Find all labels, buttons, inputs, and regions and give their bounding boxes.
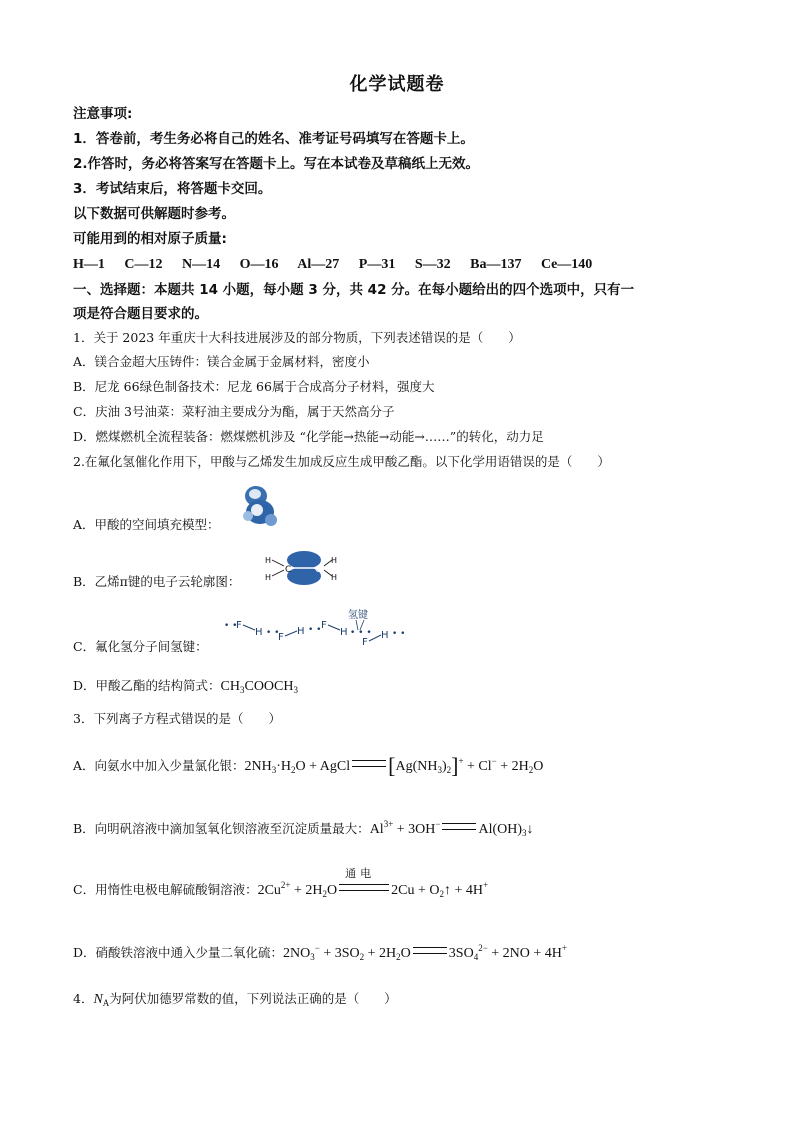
svg-text:H: H bbox=[297, 626, 305, 637]
q1-option-c: C．庆油 3号油菜：菜籽油主要成分为酯，属于天然高分子 bbox=[73, 404, 395, 419]
q3-stem: 3．下列离子方程式错误的是（ ） bbox=[73, 711, 281, 726]
q3-c-equation: $2Cu^{2+} + 2H_2O$ 通电 $2Cu + O_2↑ + 4H^+$ bbox=[257, 867, 489, 899]
notice-item-1: 1．答卷前，考生务必将自己的姓名、准考证号码填写在答题卡上。 bbox=[73, 131, 474, 147]
section-heading-1: 一、选择题：本题共 14 小题，每小题 3 分，共 42 分。在每小题给出的四个选项中，只有一 bbox=[73, 282, 635, 298]
atomic-masses bbox=[73, 256, 606, 274]
q4-number: 4． bbox=[73, 991, 94, 1006]
svg-text:• •: • • bbox=[308, 625, 322, 635]
svg-text:• • •: • • • bbox=[350, 628, 372, 638]
mass-al: Al—27 bbox=[297, 257, 340, 272]
q3-d-equation: $2NO_3^- + 3SO_2 + 2H_2O$ $3SO_4^{2-} + 2NO + 4H^+$ bbox=[283, 943, 567, 962]
page-title: 化学试题卷 bbox=[349, 74, 445, 95]
mass-n: N—14 bbox=[182, 257, 221, 272]
mass-h: H—1 bbox=[73, 257, 105, 272]
svg-text:H: H bbox=[381, 630, 389, 641]
mass-p: P—31 bbox=[358, 257, 396, 272]
mass-heading: 可能用到的相对原子质量: bbox=[73, 231, 227, 247]
q3-option-a bbox=[73, 752, 543, 779]
q3-a-prefix: A．向氨水中加入少量氯化银： bbox=[73, 758, 245, 773]
hf-hydrogen-bond-icon bbox=[222, 608, 412, 652]
q2-option-a: A．甲酸的空间填充模型： bbox=[73, 517, 220, 532]
q1-option-b: B．尼龙 66绿色制备技术：尼龙 66属于合成高分子材料，强度大 bbox=[73, 379, 435, 394]
q2-option-d bbox=[73, 677, 298, 699]
q3-option-c bbox=[73, 867, 489, 903]
svg-text:F: F bbox=[278, 632, 284, 643]
q3-b-equation: $Al^{3+} + 3OH^-$ $Al(OH)_3↓$ bbox=[369, 819, 534, 838]
svg-text:H: H bbox=[265, 573, 272, 582]
notice-heading: 注意事项: bbox=[73, 106, 133, 122]
q3-d-prefix: D．硝酸铁溶液中通入少量二氧化硫： bbox=[73, 945, 284, 960]
mass-s: S—32 bbox=[414, 257, 451, 272]
hbond-label: 氢键 bbox=[348, 610, 368, 621]
svg-text:F: F bbox=[321, 620, 327, 631]
svg-text:F: F bbox=[362, 637, 368, 648]
mass-ba: Ba—137 bbox=[470, 257, 522, 272]
svg-text:C: C bbox=[285, 565, 292, 575]
svg-text:H: H bbox=[331, 556, 338, 565]
notice-item-2: 2.作答时，务必将答案写在答题卡上。写在本试卷及草稿纸上无效。 bbox=[73, 156, 480, 172]
avogadro-symbol: $N_A$ bbox=[93, 992, 110, 1008]
ethylene-pi-bond-icon bbox=[262, 550, 342, 586]
q1-option-d: D．燃煤燃机全流程装备：燃煤燃机涉及 “化学能→热能→动能→……”的转化，动力足 bbox=[73, 429, 544, 444]
q2-option-c: C．氟化氢分子间氢键： bbox=[73, 639, 208, 654]
q3-option-d bbox=[73, 939, 567, 966]
svg-text:• •: • • bbox=[266, 628, 280, 638]
svg-text:• •: • • bbox=[224, 621, 238, 631]
q2-d-formula: $CH_3COOCH_3$ bbox=[220, 679, 298, 695]
q3-c-condition: 通电 bbox=[345, 867, 376, 880]
section-heading-2: 项是符合题目要求的。 bbox=[73, 306, 208, 322]
q2-option-b: B．乙烯π键的电子云轮廓图： bbox=[73, 574, 241, 589]
svg-text:C: C bbox=[315, 565, 322, 575]
q3-a-equation: $2NH_3\cdot H_2O$ + AgCl $[Ag(NH_3)_2]^+ + Cl^- + 2H_2O$ bbox=[244, 753, 544, 778]
q3-c-prefix: C．用惰性电极电解硫酸铜溶液： bbox=[73, 882, 258, 897]
q1-option-a: A．镁合金超大压铸件：镁合金属于金属材料，密度小 bbox=[73, 354, 370, 369]
q2-d-prefix: D．甲酸乙酯的结构简式： bbox=[73, 678, 221, 693]
svg-text:H: H bbox=[255, 627, 263, 638]
q3-b-prefix: B．向明矾溶液中滴加氢氧化钡溶液至沉淀质量最大： bbox=[73, 821, 370, 836]
q1-stem: 1．关于 2023 年重庆十大科技进展涉及的部分物质，下列表述错误的是（ ） bbox=[73, 330, 521, 345]
q2-stem: 2.在氟化氢催化作用下，甲酸与乙烯发生加成反应生成甲酸乙酯。以下化学用语错误的是（ ） bbox=[73, 454, 610, 469]
svg-text:H: H bbox=[331, 573, 338, 582]
mass-c: C—12 bbox=[124, 257, 163, 272]
svg-text:H: H bbox=[265, 556, 272, 565]
mass-ce: Ce—140 bbox=[540, 257, 593, 272]
svg-text:H: H bbox=[340, 627, 348, 638]
notice-item-3: 3．考试结束后，将答题卡交回。 bbox=[73, 181, 272, 197]
svg-text:• •: • • bbox=[392, 629, 406, 639]
mass-o: O—16 bbox=[239, 257, 279, 272]
formic-acid-model-icon bbox=[238, 482, 280, 530]
svg-text:F: F bbox=[236, 620, 242, 631]
reference-note: 以下数据可供解题时参考。 bbox=[73, 206, 235, 222]
q4-stem bbox=[73, 990, 397, 1012]
q4-text: 为阿伏加德罗常数的值，下列说法正确的是（ ） bbox=[109, 991, 397, 1006]
q3-option-b bbox=[73, 815, 534, 842]
